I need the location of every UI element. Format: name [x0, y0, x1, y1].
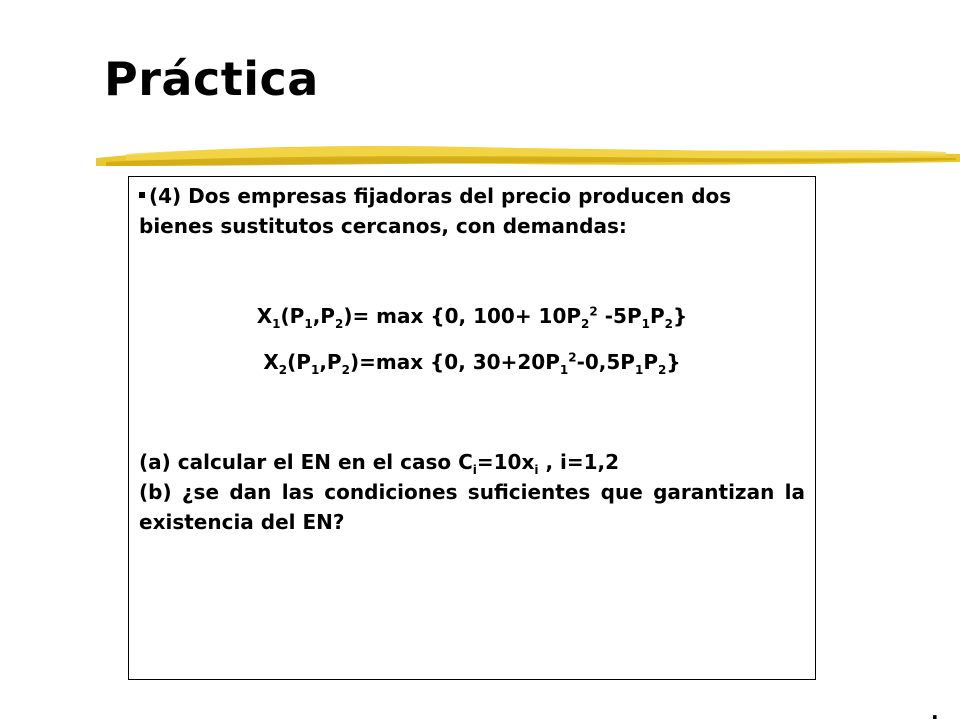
demand-equation-1: $X_1(P_1,P_2)= \max \{0$, $100+ 10P_2^2$ $-5P_1P_2$} [256, 304, 688, 331]
slide-title: Práctica [104, 52, 319, 106]
question-a: (a) calcular el EN en el caso $C_i=10x_i$ , i=1,2 [139, 450, 620, 477]
content-box [128, 176, 816, 680]
demand-equation-2: $X_2(P_1,P_2)=\max$ {0, $30+20P_1^2-0,5P_1P_2$} [263, 350, 681, 377]
corner-dot: . [931, 700, 939, 724]
decorative-brush-stroke [96, 136, 960, 176]
question-b: (b) ¿se dan las condiciones suficientes que garantizan la existencia del EN? [139, 480, 805, 534]
intro-text: (4) Dos empresas fijadoras del precio producen dos bienes sustitutos cercanos, con demandas: [139, 184, 732, 238]
bullet-square-icon [139, 192, 145, 198]
